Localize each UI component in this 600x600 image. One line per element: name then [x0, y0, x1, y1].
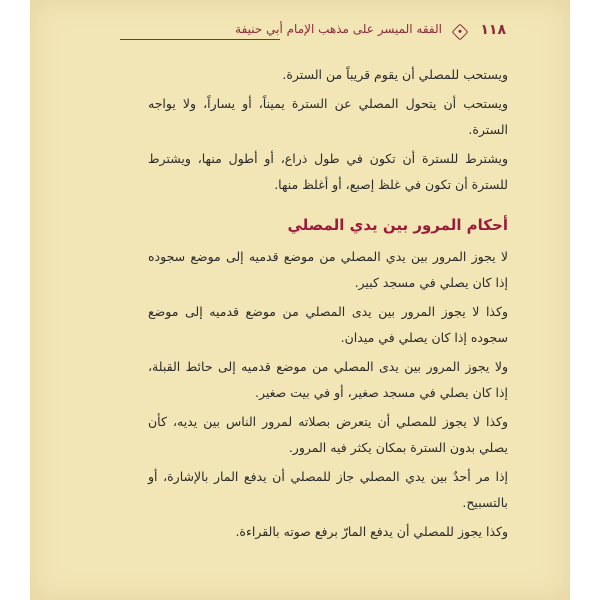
paragraph: وكذا يجوز للمصلي أن يدفع المارّ برفع صوته بالقراءة.: [235, 524, 508, 539]
page-body: [148, 62, 508, 548]
paragraph: ويستحب أن يتحول المصلي عن السترة يميناً، أو يساراً، ولا يواجه السترة.: [148, 96, 508, 137]
paragraph: ويستحب للمصلي أن يقوم قريباً من السترة.: [282, 67, 508, 82]
paragraph: لا يجوز المرور بين يدي المصلي من موضع قدميه إلى موضع سجوده إذا كان يصلي في مسجد كبير.: [148, 249, 508, 290]
header-rule: [120, 39, 280, 40]
section-heading: أحكام المرور بين يدي المصلي: [287, 216, 508, 234]
running-title: الفقه الميسر على مذهب الإمام أبي حنيفة: [235, 22, 442, 36]
book-page: [30, 0, 570, 600]
paragraph: وكذا لا يجوز المرور بين يدى المصلي من موضع قدميه إلى موضع سجوده إذا كان يصلي في ميدان.: [148, 304, 508, 345]
paragraph: إذا مر أحدٌ بين يدي المصلي جاز للمصلي أن يدفع المار بالإشارة، أو بالتسبيح.: [148, 469, 508, 510]
page-header: [120, 20, 506, 46]
paragraph: وكذا لا يجوز للمصلي أن يتعرض بصلاته لمرور الناس بين يديه، كأن يصلي بدون السترة بمكان يكثر فيه المرور.: [148, 414, 508, 455]
diamond-ornament-icon: [452, 24, 469, 41]
page-number: ١١٨: [480, 22, 506, 38]
paragraph: ولا يجوز المرور بين يدى المصلي من موضع قدميه إلى حائط القبلة، إذا كان يصلي في مسجد صغير، أو في بيت صغير.: [148, 359, 508, 400]
paragraph: ويشترط للسترة أن تكون في طول ذراع، أو أطول منها، ويشترط للسترة أن تكون في غلظ إصبع، أو أغلظ منها.: [148, 151, 508, 192]
